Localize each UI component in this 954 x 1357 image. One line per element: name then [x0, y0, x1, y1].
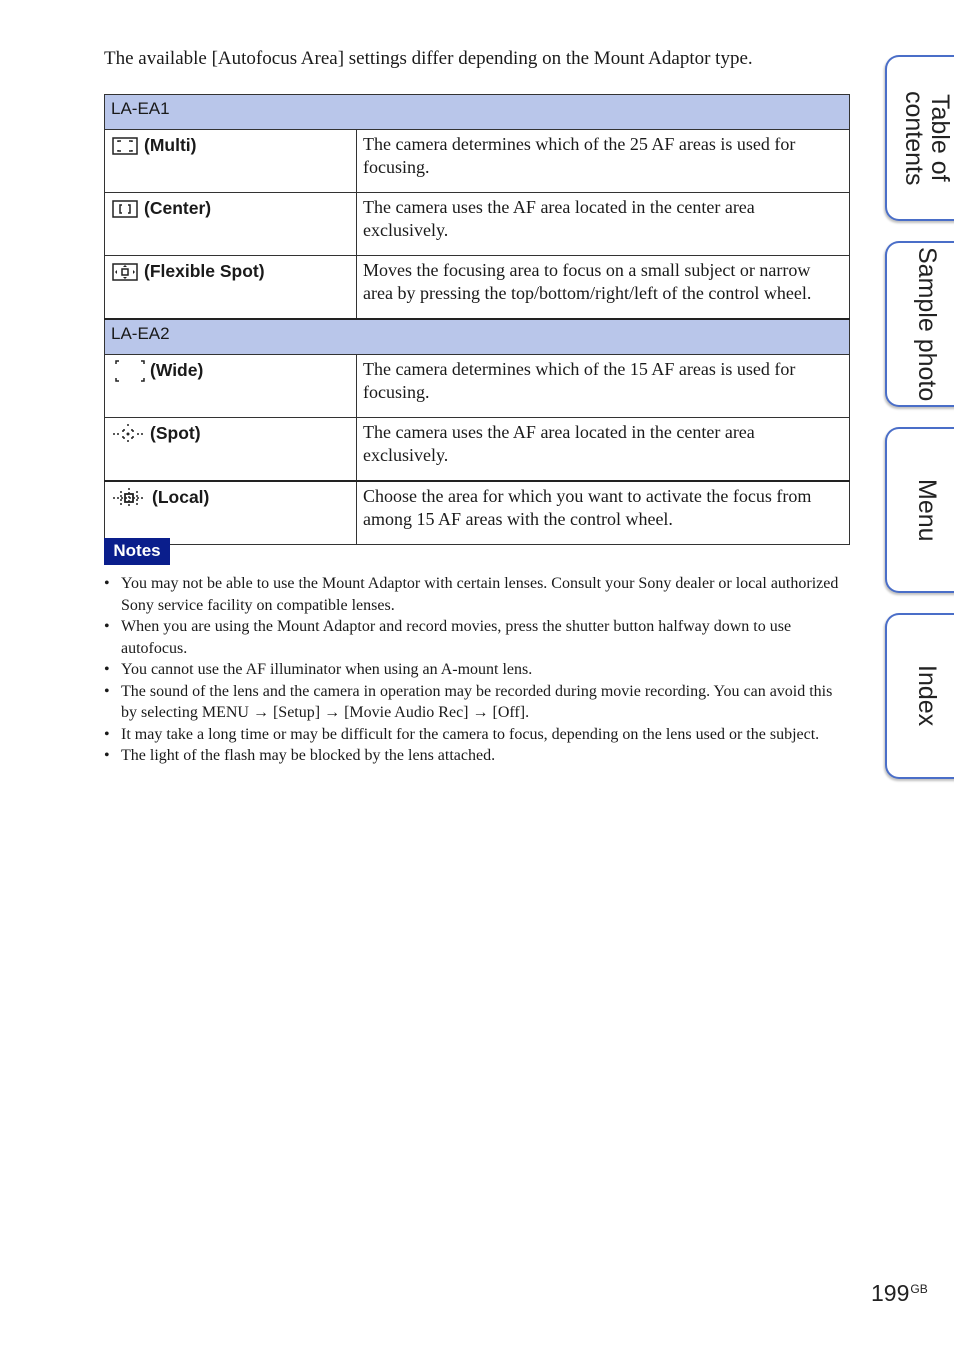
page-number: [871, 1280, 928, 1307]
section-header-la-ea1: [105, 95, 850, 130]
mode-name: (Flexible Spot): [144, 261, 265, 281]
page-number-value: 199: [871, 1280, 910, 1306]
note-text: You may not be able to use the Mount Adaptor with certain lenses. Consult your Sony dealer or local authorized Sony service facility on compatible lenses.: [121, 575, 839, 614]
section-title: LA-EA1: [105, 95, 850, 130]
table-row: [105, 256, 850, 320]
section-title: LA-EA2: [105, 319, 850, 355]
multi-af-icon: [112, 137, 138, 155]
mode-name: (Spot): [150, 423, 201, 443]
mode-description: The camera uses the AF area located in the center area exclusively.: [357, 418, 850, 482]
tab-table-of-contents[interactable]: [885, 55, 954, 221]
bullet: •: [104, 682, 110, 700]
tab-label: Sample photo: [913, 246, 941, 402]
mode-name: (Wide): [150, 360, 204, 380]
note-text: You cannot use the AF illuminator when using an A-mount lens.: [121, 661, 533, 678]
list-item: [104, 745, 850, 767]
list-item: [104, 724, 850, 746]
wide-af-icon: [112, 360, 148, 382]
table-row: [105, 355, 850, 418]
table-row: [105, 418, 850, 482]
bullet: •: [104, 661, 110, 678]
mode-description: Choose the area for which you want to activate the focus from among 15 AF areas with the control wheel.: [357, 481, 850, 545]
bullet: •: [104, 747, 110, 764]
note-text: It may take a long time or may be difficult for the camera to focus, depending on the lens used or the subject.: [121, 725, 820, 743]
intro-text: The available [Autofocus Area] settings differ depending on the Mount Adaptor type.: [104, 48, 753, 69]
section-header-la-ea2: [105, 319, 850, 355]
mode-description: The camera determines which of the 25 AF areas is used for focusing.: [357, 130, 850, 193]
list-item: [104, 616, 850, 659]
tab-sample-photo[interactable]: [885, 241, 954, 407]
bullet: •: [104, 575, 110, 592]
mode-description: Moves the focusing area to focus on a small subject or narrow area by pressing the top/bottom/right/left of the control wheel.: [357, 256, 850, 320]
list-item: [104, 659, 850, 681]
tab-label: Index: [913, 665, 941, 727]
tab-label: Menu: [913, 478, 941, 542]
local-af-icon: [112, 487, 146, 509]
list-item: [104, 681, 850, 724]
autofocus-area-table: [104, 94, 850, 545]
note-text: The sound of the lens and the camera in operation may be recorded during movie recording. You can avoid this by selecting MENU → [Setup] → [Movie Audio Rec] → [Off].: [121, 682, 833, 721]
list-item: [104, 573, 850, 616]
table-row: [105, 130, 850, 193]
center-af-icon: [112, 200, 138, 218]
tab-menu[interactable]: [885, 427, 954, 593]
notes-badge: Notes: [104, 538, 170, 565]
mode-description: The camera determines which of the 15 AF areas is used for focusing.: [357, 355, 850, 418]
mode-name: (Local): [152, 487, 210, 507]
mode-name: (Multi): [144, 135, 197, 155]
notes-list: [104, 573, 850, 767]
tab-label: Table of contents: [900, 90, 954, 186]
note-text: The light of the flash may be blocked by the lens attached.: [121, 747, 496, 764]
tab-index[interactable]: [885, 613, 954, 779]
table-row: [105, 481, 850, 545]
spot-af-icon: [112, 423, 144, 445]
table-row: [105, 193, 850, 256]
page-region-suffix: GB: [910, 1282, 928, 1296]
bullet: •: [104, 725, 110, 743]
note-text: When you are using the Mount Adaptor and record movies, press the shutter button halfway down to use autofocus.: [121, 618, 792, 657]
mode-name: (Center): [144, 198, 212, 218]
flexible-spot-icon: [112, 262, 138, 282]
mode-description: The camera uses the AF area located in the center area exclusively.: [357, 193, 850, 256]
bullet: •: [104, 618, 110, 635]
